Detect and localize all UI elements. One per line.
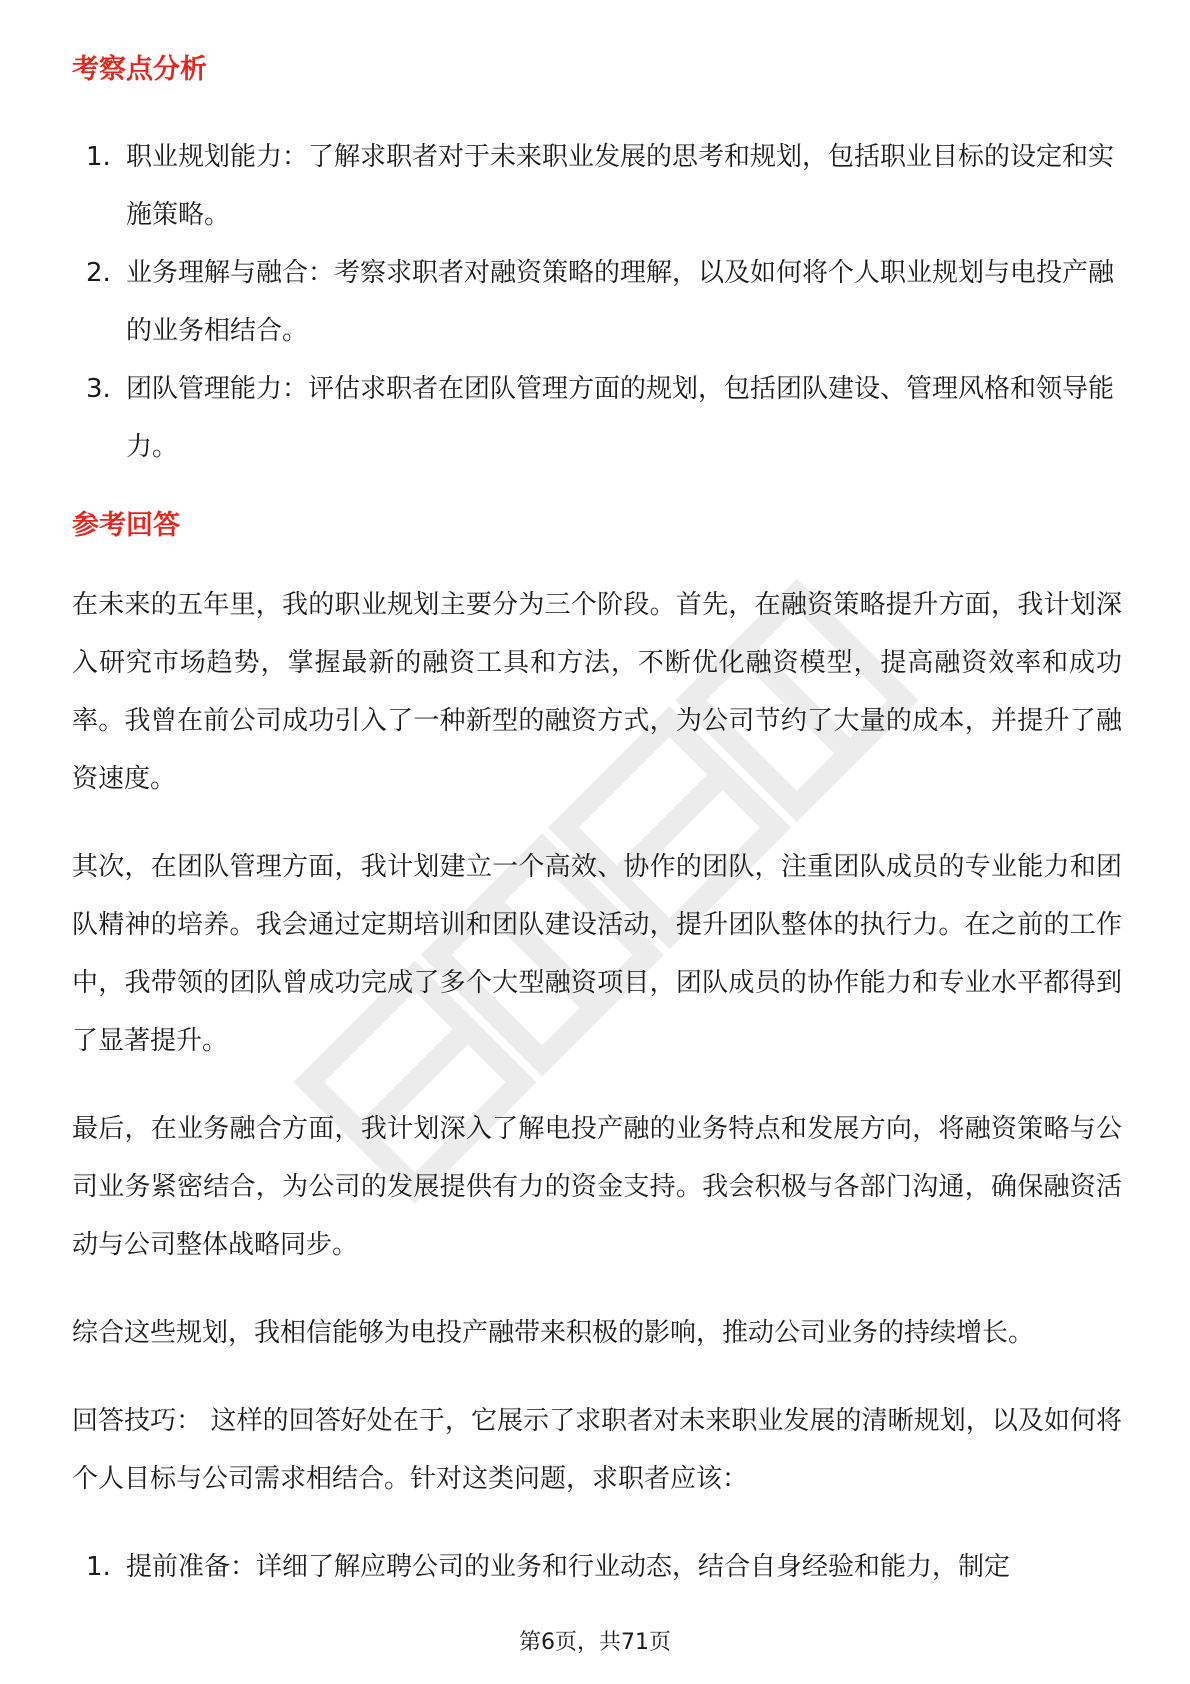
section-title-analysis: 考察点分析: [72, 54, 207, 85]
list-item-text: 团队管理能力：评估求职者在团队管理方面的规划，包括团队建设、管理风格和领导能力。: [126, 374, 1115, 462]
answer-paragraph: 最后，在业务融合方面，我计划深入了解电投产融的业务特点和发展方向，将融资策略与公司业务紧密结合，为公司的发展提供有力的资金支持。我会积极与各部门沟通，确保融资活动与公司整体战略同步。: [72, 1114, 1122, 1260]
analysis-list: [72, 128, 1122, 476]
section-title-answer: 参考回答: [72, 510, 180, 541]
list-item-text: 提前准备：详细了解应聘公司的业务和行业动态，结合自身经验和能力，制定: [126, 1552, 1011, 1582]
list-item: [72, 128, 1122, 244]
list-item-number: 1.: [86, 142, 111, 172]
list-item-number: 2.: [86, 258, 111, 288]
list-item-text: 职业规划能力：了解求职者对于未来职业发展的思考和规划，包括职业目标的设定和实施策略。: [126, 142, 1115, 230]
list-item: [72, 244, 1122, 360]
answer-paragraph: 在未来的五年里，我的职业规划主要分为三个阶段。首先，在融资策略提升方面，我计划深入研究市场趋势，掌握最新的融资工具和方法，不断优化融资模型，提高融资效率和成功率。我曾在前公司成功引入了一种新型的融资方式，为公司节约了大量的成本，并提升了融资速度。: [72, 590, 1122, 794]
tips-list: [72, 1538, 1122, 1596]
document-content: [72, 50, 1122, 1596]
list-item: [72, 360, 1122, 476]
page-footer: 第6页，共71页: [519, 1630, 671, 1655]
list-item: [72, 1538, 1122, 1596]
answer-tips-paragraph: 回答技巧： 这样的回答好处在于，它展示了求职者对未来职业发展的清晰规划，以及如何将个人目标与公司需求相结合。针对这类问题，求职者应该：: [72, 1406, 1122, 1494]
answer-paragraph: 综合这些规划，我相信能够为电投产融带来积极的影响，推动公司业务的持续增长。: [72, 1318, 1035, 1348]
list-item-number: 3.: [86, 374, 111, 404]
answer-paragraph: 其次，在团队管理方面，我计划建立一个高效、协作的团队，注重团队成员的专业能力和团队精神的培养。我会通过定期培训和团队建设活动，提升团队整体的执行力。在之前的工作中，我带领的团队曾成功完成了多个大型融资项目，团队成员的协作能力和专业水平都得到了显著提升。: [72, 852, 1122, 1056]
list-item-number: 1.: [86, 1552, 111, 1582]
list-item-text: 业务理解与融合：考察求职者对融资策略的理解，以及如何将个人职业规划与电投产融的业务相结合。: [126, 258, 1115, 346]
